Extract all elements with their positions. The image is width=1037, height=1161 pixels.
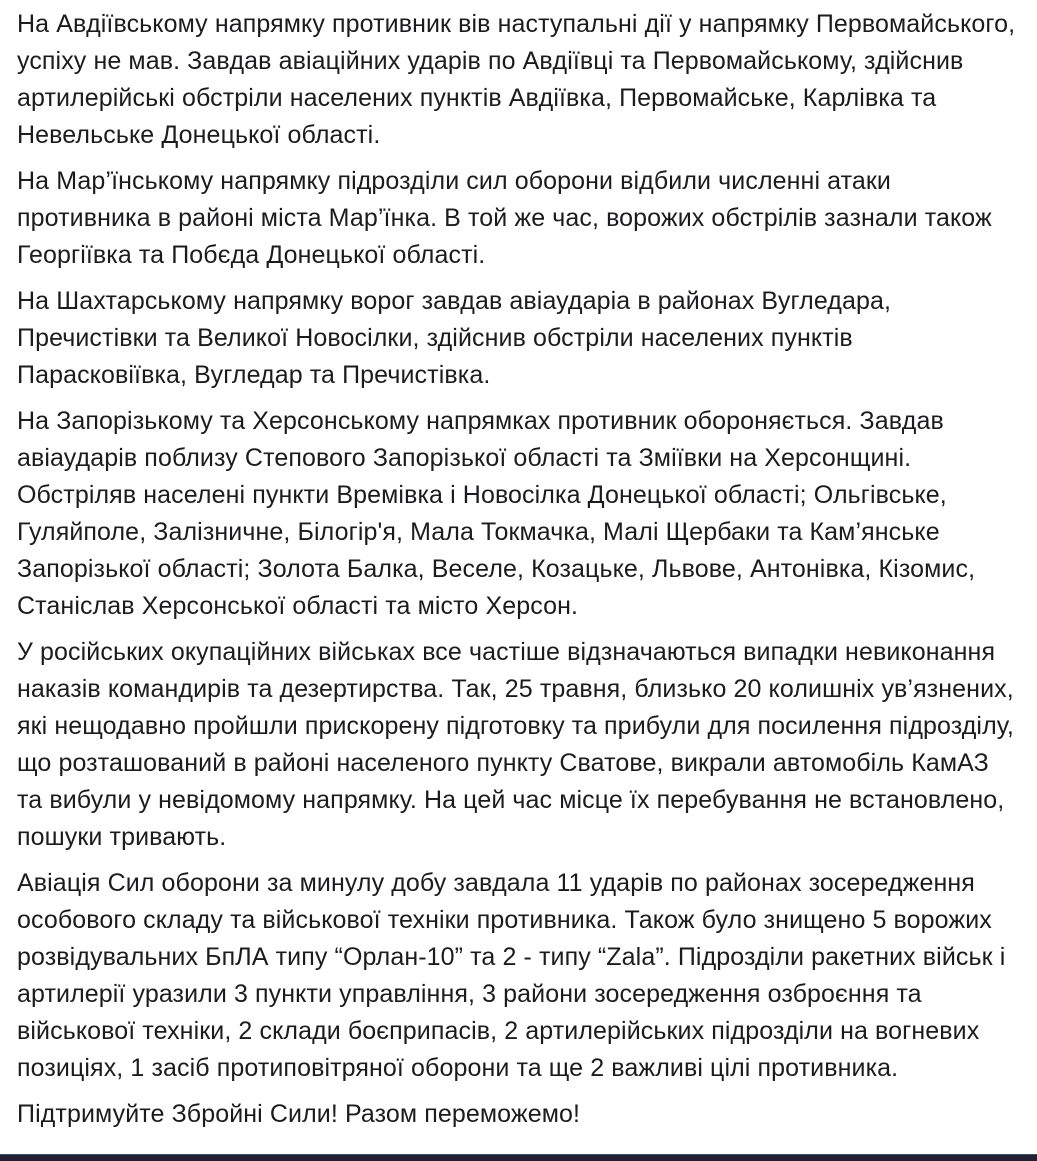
report-paragraph-marinka: На Мар’їнському напрямку підрозділи сил оборони відбили численні атаки противника в районі міста Мар’їнка. В той же час, ворожих обстрілів зазнали також Георгіївка та Побєда Донецької області. xyxy=(17,167,992,269)
report-paragraph-avdiivka: На Авдіївському напрямку противник вів наступальні дії у напрямку Первомайського, успіху не мав. Завдав авіаційних ударів по Авдіївці та Первомайському, здійснив артилерійські обстріли населених пунктів Авдіївка, Первомайське, Карлівка та Невельське Донецької області. xyxy=(17,10,1016,149)
report-paragraph-desertion: У російських окупаційних військах все частіше відзначаються випадки невиконання наказів командирів та дезертирства. Так, 25 травня, близько 20 колишніх ув’язнених, які нещодавно пройшли прискорену підготовку та прибули для посилення підрозділу, що розташований в районі населеного пункту Сватове, викрали автомобіль КамАЗ та вибули у невідомому напрямку. На цей час місце їх перебування не встановлено, пошуки тривають. xyxy=(17,638,1014,851)
report-paragraph-support-slogan: Підтримуйте Збройні Сили! Разом переможемо! xyxy=(17,1100,581,1128)
report-paragraph-aviation-strikes: Авіація Сил оборони за минулу добу завдала 11 ударів по районах зосередження особового складу та військової техніки противника. Також було знищено 5 ворожих розвідувальних БпЛА типу “Орлан-10” та 2 - типу “Zala”. Підрозділи ракетних військ і артилерії уразили 3 пункти управління, 3 райони зосередження озброєння та військової техніки, 2 склади боєприпасів, 2 артилерійських підрозділи на вогневих позиціях, 1 засіб протиповітряної оборони та ще 2 важливі цілі противника. xyxy=(17,869,1006,1082)
report-paragraph-shakhtarsk: На Шахтарському напрямку ворог завдав авіаударіа в районах Вугледара, Пречистівки та Великої Новосілки, здійснив обстріли населених пунктів Парасковіївка, Вугледар та Пречистівка. xyxy=(17,287,892,389)
report-paragraph-zaporizhzhia-kherson: На Запорізькому та Херсонському напрямках противник обороняється. Завдав авіаударів поблизу Степового Запорізької області та Зміївки на Херсонщині. Обстріляв населені пункти Времівка і Новосілка Донецької області; Ольгівське, Гуляйполе, Залізничне, Білогір'я, Мала Токмачка, Малі Щербаки та Кам’янське Запорізької області; Золота Балка, Веселе, Козацьке, Львове, Антонівка, Кізомис, Станіслав Херсонської області та місто Херсон. xyxy=(17,407,976,620)
window-bottom-edge-bar xyxy=(0,1154,1037,1161)
